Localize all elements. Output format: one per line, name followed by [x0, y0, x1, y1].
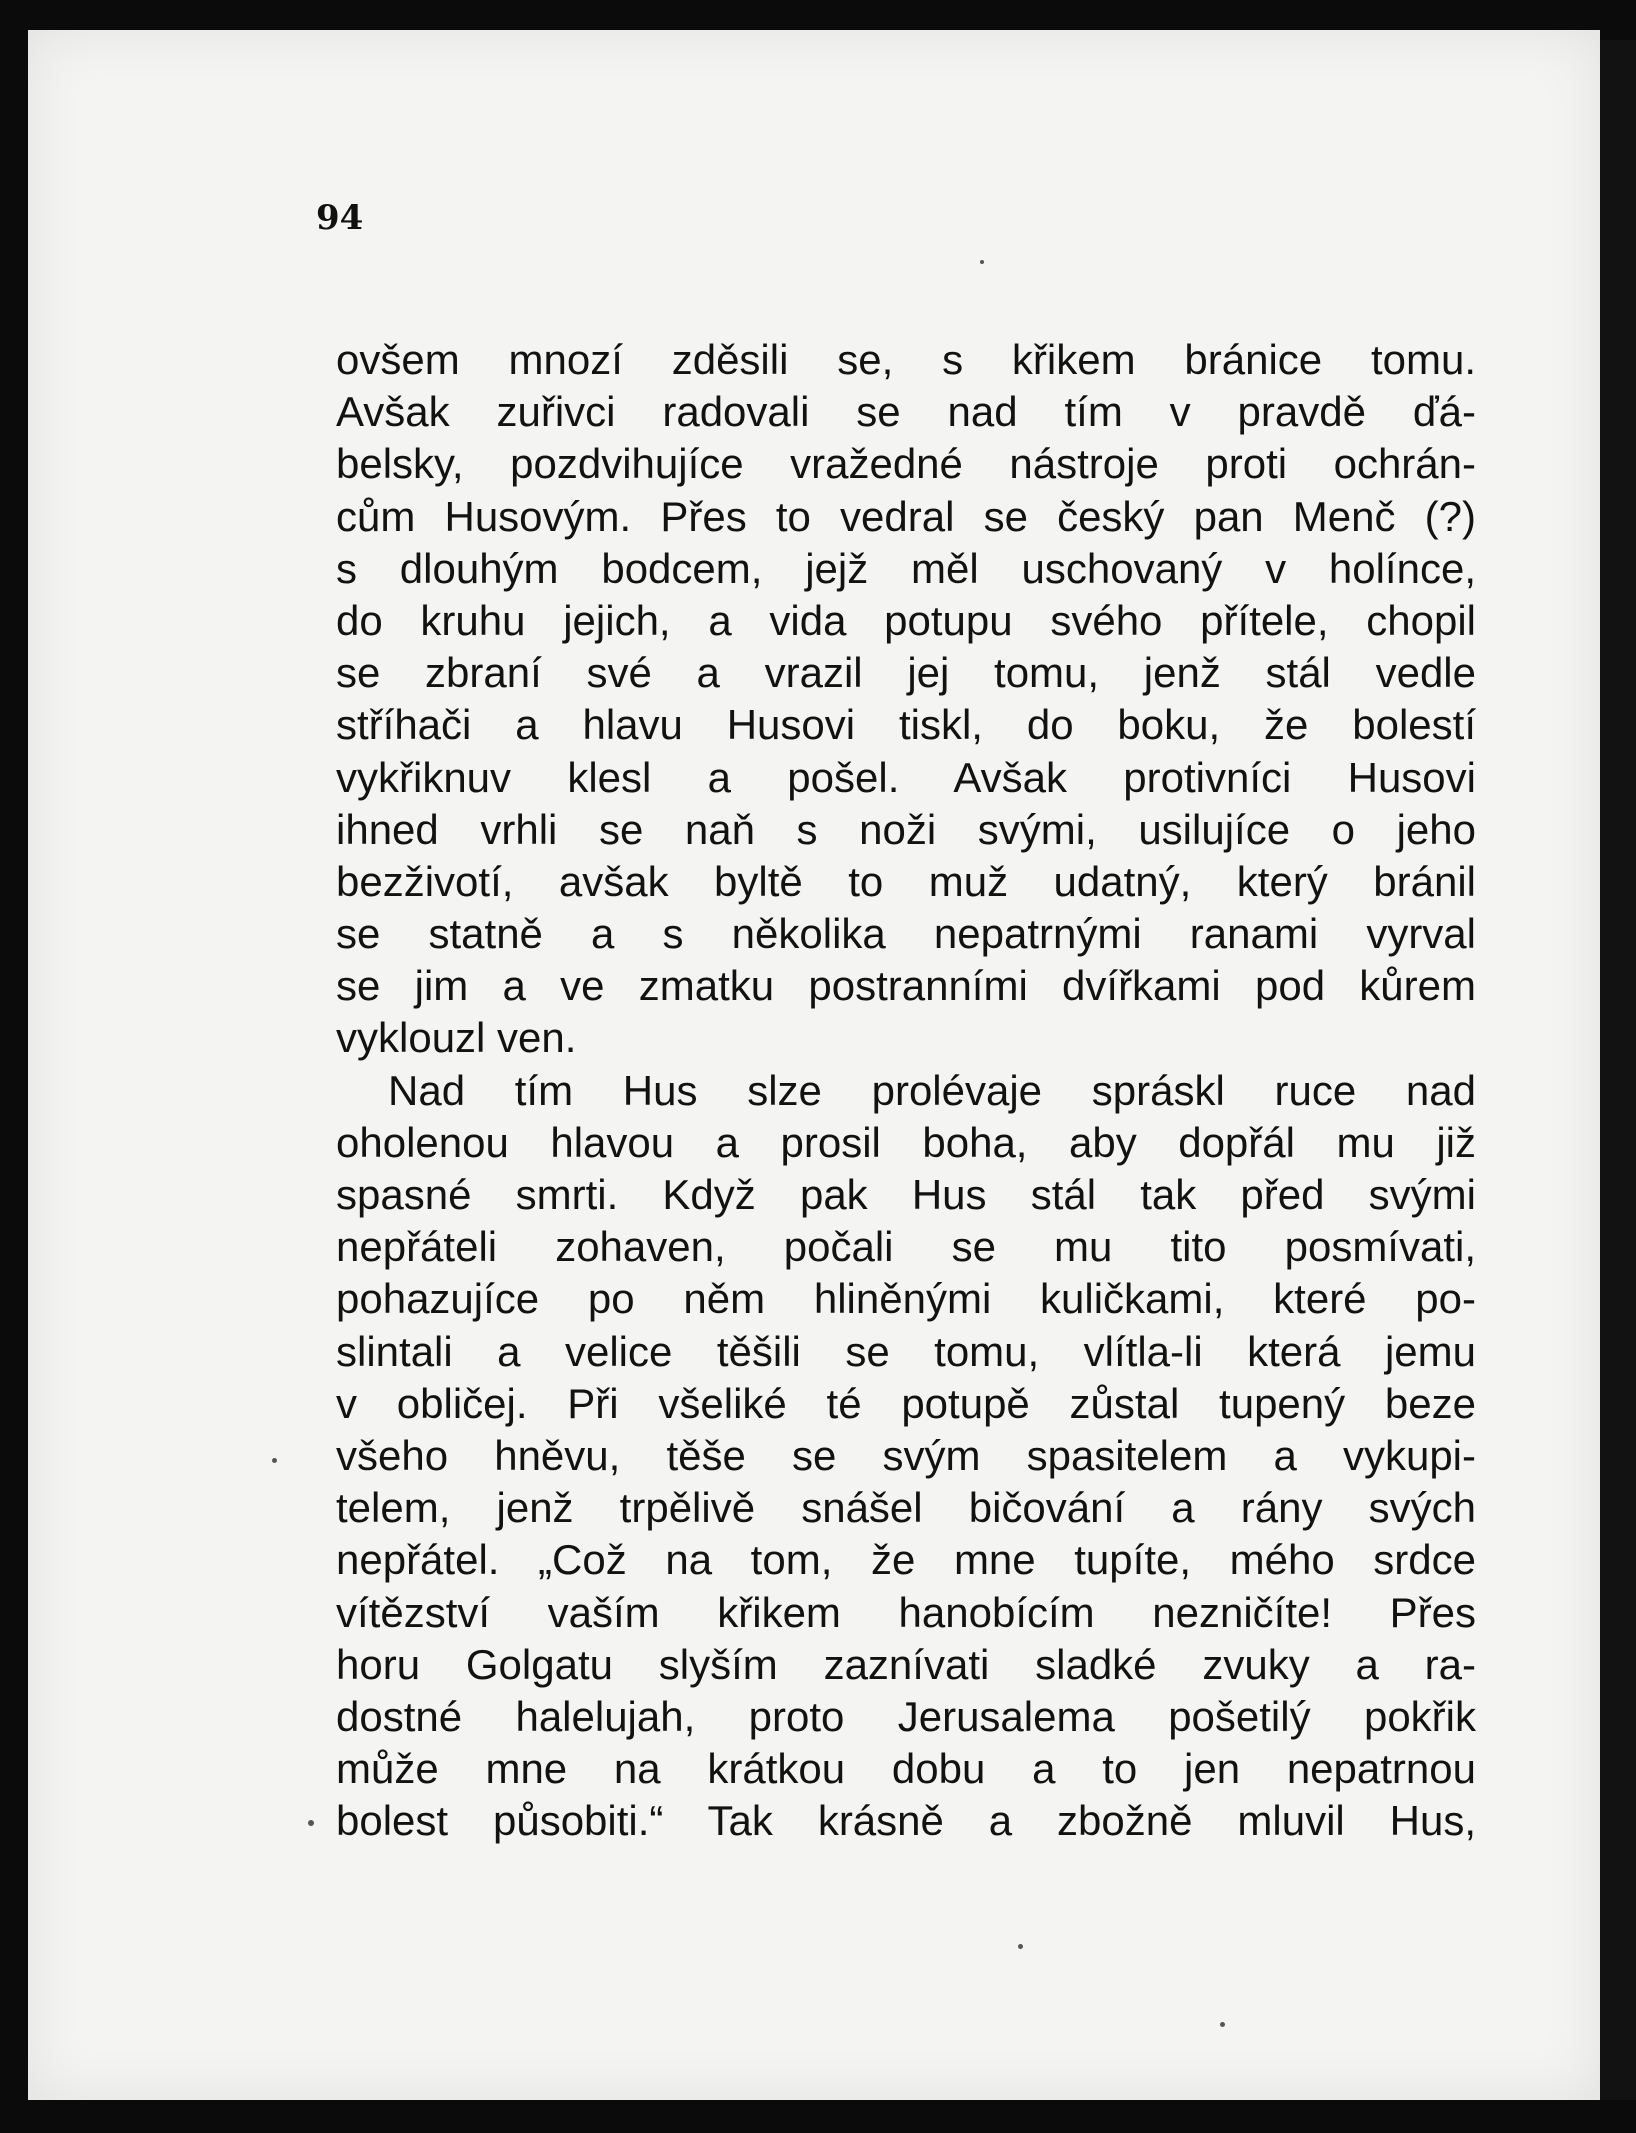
text-line: belsky, pozdvihujíce vražedné nástroje proti ochrán-	[336, 440, 1476, 488]
text-line: v obličej. Při všeliké té potupě zůstal tupený beze	[336, 1379, 1476, 1427]
text-line: ihned vrhli se naň s noži svými, usilujíce o jeho	[336, 805, 1476, 853]
text-line: Avšak zuřivci radovali se nad tím v pravdě ďá-	[336, 388, 1476, 436]
text-line: se zbraní své a vrazil jej tomu, jenž stál vedle	[336, 649, 1476, 697]
page-number: 94	[316, 198, 364, 238]
text-line: bezživotí, avšak byltě to muž udatný, který bránil	[336, 857, 1476, 905]
text-line: spasné smrti. Když pak Hus stál tak před svými	[336, 1171, 1476, 1218]
text-line: se statně a s několika nepatrnými ranami vyrval	[336, 910, 1476, 958]
text-line: nepřátel. „Což na tom, že mne tupíte, mého srdce	[336, 1536, 1476, 1584]
text-line: pohazujíce po něm hliněnými kuličkami, které po-	[336, 1275, 1476, 1323]
text-line: s dlouhým bodcem, jejž měl uschovaný v holínce,	[336, 544, 1476, 592]
text-line: do kruhu jejich, a vida potupu svého přítele, chopil	[336, 596, 1476, 644]
text-line: bolest působiti.“ Tak krásně a zbožně mluvil Hus,	[336, 1797, 1476, 1845]
text-line: vítězství vaším křikem hanobícím nezničíte! Přes	[336, 1588, 1476, 1636]
text-line: se jim a ve zmatku postranními dvířkami pod kůrem	[336, 962, 1476, 1010]
text-line: stříhači a hlavu Husovi tiskl, do boku, že bolestí	[336, 701, 1476, 749]
text-line: může mne na krátkou dobu a to jen nepatrnou	[336, 1745, 1476, 1793]
scan-speck	[1220, 2022, 1225, 2027]
text-line: nepřáteli zohaven, počali se mu tito posmívati,	[336, 1223, 1476, 1271]
text-line: horu Golgatu slyším zaznívati sladké zvuky a ra-	[336, 1640, 1476, 1688]
text-line: ovšem mnozí zděsili se, s křikem bránice tomu.	[336, 336, 1476, 383]
body-text	[336, 334, 1476, 1847]
text-line: cům Husovým. Přes to vedral se český pan Menč (?)	[336, 492, 1476, 540]
page-edge-shadow	[1600, 40, 1636, 2100]
text-line: oholenou hlavou a prosil boha, aby dopřál mu již	[336, 1118, 1476, 1166]
scan-speck	[980, 260, 984, 264]
text-line: všeho hněvu, těše se svým spasitelem a vykupi-	[336, 1431, 1476, 1479]
paragraph-start-line: Nad tím Hus slze prolévaje spráskl ruce nad	[388, 1066, 1476, 1114]
scan-speck	[308, 1820, 314, 1826]
text-line: telem, jenž trpělivě snášel bičování a rány svých	[336, 1484, 1476, 1532]
text-line: vyklouzl ven.	[336, 1014, 577, 1062]
scan-speck	[272, 1458, 277, 1463]
text-line: dostné halelujah, proto Jerusalema pošetilý pokřik	[336, 1692, 1476, 1740]
scan-speck	[1018, 1944, 1023, 1949]
text-line: slintali a velice těšili se tomu, vlítla-li která jemu	[336, 1327, 1476, 1375]
text-line: vykřiknuv klesl a pošel. Avšak protivníci Husovi	[336, 753, 1476, 801]
